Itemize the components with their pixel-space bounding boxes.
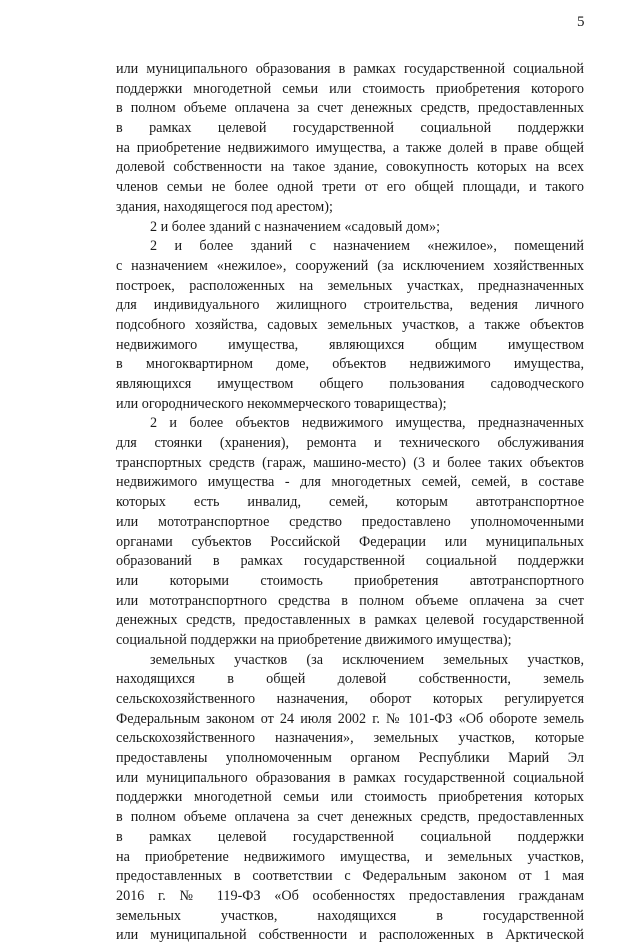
text-line: 2 и более зданий с назначением «нежилое», помещений (150, 238, 584, 255)
text-line: на приобретение недвижимого имущества, и земельных участков, (116, 848, 584, 865)
text-line: недвижимого имущества - для многодетных семей, семей, в составе (116, 474, 584, 491)
text-line: 2 и более зданий с назначением «садовый дом»; (150, 218, 441, 235)
text-line: органами субъектов Российской Федерации или муниципальных (116, 533, 584, 550)
text-line: или огороднического некоммерческого товарищества); (116, 395, 447, 412)
text-line: или которыми стоимость приобретения автотранспортного (116, 572, 584, 589)
text-line: сельскохозяйственного назначения», земельных участков, которые (116, 730, 584, 747)
text-line: для стоянки (хранения), ремонта и технического обслуживания (116, 435, 584, 452)
text-line: поддержки многодетной семьи или стоимость приобретения которых (116, 789, 584, 806)
text-line: или муниципального образования в рамках государственной социальной (116, 769, 584, 786)
text-line: в рамках целевой государственной социальной поддержки (116, 828, 584, 845)
text-line: членов семьи не более одной трети от его общей площади, и такого (116, 179, 584, 196)
text-line: здания, находящегося под арестом); (116, 198, 333, 215)
text-line: социальной поддержки на приобретение движимого имущества); (116, 631, 512, 648)
text-line: которых есть инвалид, семей, которым автотранспортное (116, 494, 584, 511)
text-line: в рамках целевой государственной социальной поддержки (116, 120, 584, 137)
text-line: находящихся в общей долевой собственности, земель (116, 671, 584, 688)
text-line: на приобретение недвижимого имущества, а также долей в праве общей (116, 139, 584, 156)
text-line: в многоквартирном доме, объектов недвижимого имущества, (116, 356, 584, 373)
text-line: предоставленных в соответствии с Федеральным законом от 1 мая (116, 868, 584, 885)
text-line: денежных средств, предоставленных в рамках целевой государственной (116, 612, 584, 629)
text-line: сельскохозяйственного назначения, оборот которых регулируется (116, 691, 584, 707)
text-line: являющихся имуществом общего пользования садоводческого (116, 376, 584, 392)
text-line: построек, расположенных на земельных участках, предназначенных (116, 277, 584, 294)
text-line: земельных участков, находящихся в государственной (116, 907, 584, 924)
text-line: подсобного хозяйства, садовых земельных участков, а также объектов (116, 316, 584, 333)
text-line: или муниципального образования в рамках государственной социальной (116, 61, 584, 77)
text-line: или муниципальной собственности и расположенных в Арктической (116, 927, 584, 944)
text-line: поддержки многодетной семьи или стоимость приобретения которого (116, 80, 584, 97)
page-number: 5 (577, 14, 585, 30)
text-line: 2 и более объектов недвижимого имущества, предназначенных (150, 415, 584, 432)
text-line: или мототранспортное средство предоставлено уполномоченными (116, 513, 584, 530)
text-line: или мототранспортного средства в полном объеме оплачена за счет (116, 592, 584, 609)
text-line: предоставлены уполномоченным органом Республики Марий Эл (116, 750, 584, 767)
text-line: долевой собственности на такое здание, совокупность которых на всех (116, 159, 584, 176)
text-line: образований в рамках государственной социальной поддержки (116, 553, 584, 570)
text-line: недвижимого имущества, являющихся общим имуществом (116, 336, 584, 353)
text-line: для индивидуального жилищного строительства, ведения личного (116, 297, 584, 314)
text-line: с назначением «нежилое», сооружений (за исключением хозяйственных (116, 257, 584, 274)
document-body-text (116, 60, 584, 946)
text-line: 2016 г. № 119-ФЗ «Об особенностях предоставления гражданам (116, 887, 584, 904)
text-line: в полном объеме оплачена за счет денежных средств, предоставленных (116, 809, 584, 826)
text-line: в полном объеме оплачена за счет денежных средств, предоставленных (116, 100, 584, 117)
text-line: Федеральным законом от 24 июля 2002 г. № 101-ФЗ «Об обороте земель (116, 710, 584, 727)
text-line: земельных участков (за исключением земельных участков, (150, 651, 584, 668)
text-line: транспортных средств (гараж, машино-место) (3 и более таких объектов (116, 454, 584, 471)
